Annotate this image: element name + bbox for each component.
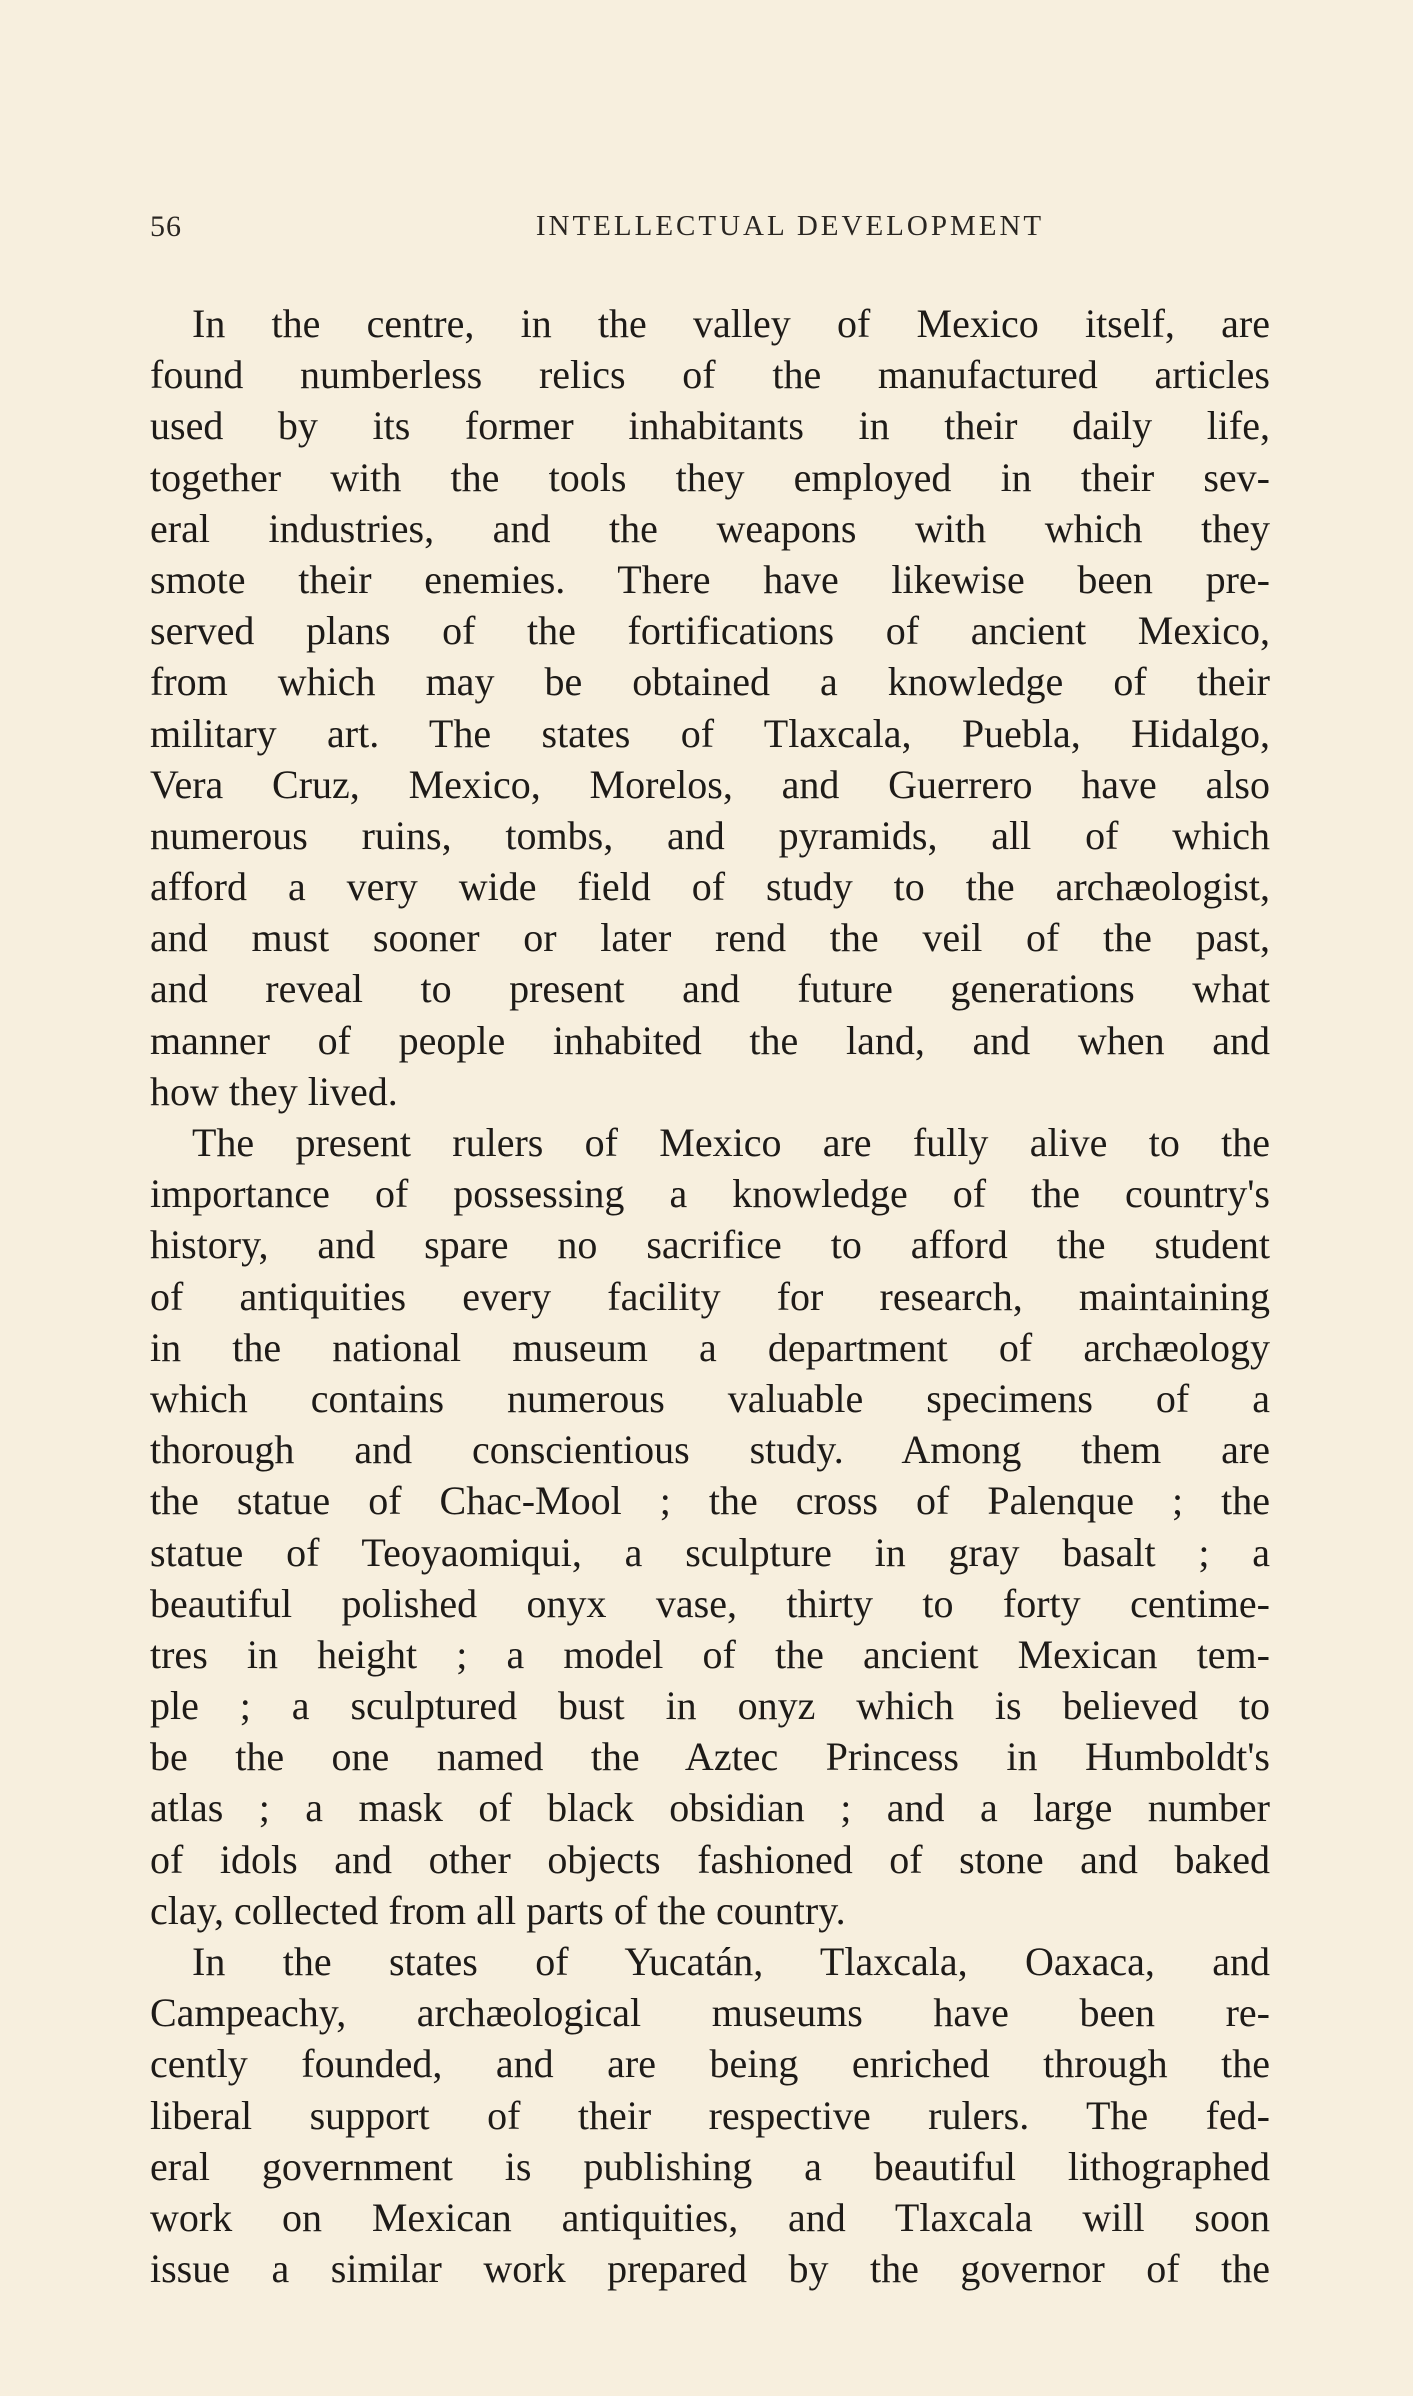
body-text (150, 298, 1270, 2294)
text-line: thorough and conscientious study. Among them are (150, 1427, 1270, 1473)
text-line: issue a similar work prepared by the governor of the (150, 2246, 1270, 2292)
text-line: of idols and other objects fashioned of stone and baked (150, 1836, 1270, 1882)
text-line: In the states of Yucatán, Tlaxcala, Oaxaca, and (192, 1939, 1270, 1984)
text-line: which contains numerous valuable specimens of a (150, 1375, 1270, 1421)
text-line: in the national museum a department of archæology (150, 1324, 1270, 1370)
text-line: found numberless relics of the manufactured articles (150, 352, 1270, 398)
text-line: eral government is publishing a beautiful lithographed (150, 2143, 1270, 2189)
text-line: and reveal to present and future generations what (150, 966, 1270, 1012)
text-line: The present rulers of Mexico are fully alive to the (192, 1120, 1270, 1165)
text-line: In the centre, in the valley of Mexico itself, are (192, 301, 1270, 346)
text-line: beautiful polished onyx vase, thirty to forty centime- (150, 1580, 1270, 1626)
text-line: eral industries, and the weapons with which they (150, 505, 1270, 551)
text-line: clay, collected from all parts of the country. (150, 1887, 846, 1933)
text-line: tres in height ; a model of the ancient Mexican tem- (150, 1631, 1270, 1677)
text-line: manner of people inhabited the land, and when and (150, 1017, 1270, 1063)
text-line: work on Mexican antiquities, and Tlaxcala will soon (150, 2194, 1270, 2240)
page-number: 56 (150, 210, 182, 243)
paragraph-3 (150, 1936, 1270, 2294)
text-line: Vera Cruz, Mexico, Morelos, and Guerrero have also (150, 761, 1270, 807)
text-line: how they lived. (150, 1068, 398, 1114)
running-title: INTELLECTUAL DEVELOPMENT (535, 210, 1045, 242)
text-line: ple ; a sculptured bust in onyz which is believed to (150, 1683, 1270, 1729)
text-line: the statue of Chac-Mool ; the cross of Palenque ; the (150, 1478, 1270, 1524)
paragraph-2 (150, 1117, 1270, 1936)
text-line: liberal support of their respective rulers. The fed- (150, 2092, 1270, 2138)
text-line: atlas ; a mask of black obsidian ; and a large number (150, 1785, 1270, 1831)
text-line: cently founded, and are being enriched through the (150, 2041, 1270, 2087)
running-head (150, 210, 1270, 250)
text-line: history, and spare no sacrifice to afford the student (150, 1222, 1270, 1268)
text-line: numerous ruins, tombs, and pyramids, all of which (150, 812, 1270, 858)
text-line: and must sooner or later rend the veil of the past, (150, 915, 1270, 961)
text-line: afford a very wide field of study to the archæologist, (150, 864, 1270, 910)
text-line: importance of possessing a knowledge of the country's (150, 1171, 1270, 1217)
paragraph-1 (150, 298, 1270, 1117)
text-line: be the one named the Aztec Princess in Humboldt's (150, 1734, 1270, 1780)
text-line: together with the tools they employed in their sev- (150, 454, 1270, 500)
text-line: served plans of the fortifications of ancient Mexico, (150, 608, 1270, 654)
text-line: of antiquities every facility for research, maintaining (150, 1273, 1270, 1319)
text-line: statue of Teoyaomiqui, a sculpture in gray basalt ; a (150, 1529, 1270, 1575)
text-line: military art. The states of Tlaxcala, Puebla, Hidalgo, (150, 710, 1270, 756)
text-line: Campeachy, archæological museums have been re- (150, 1990, 1270, 2036)
text-line: from which may be obtained a knowledge of their (150, 659, 1270, 705)
text-line: used by its former inhabitants in their daily life, (150, 403, 1270, 449)
text-line: smote their enemies. There have likewise been pre- (150, 556, 1270, 602)
